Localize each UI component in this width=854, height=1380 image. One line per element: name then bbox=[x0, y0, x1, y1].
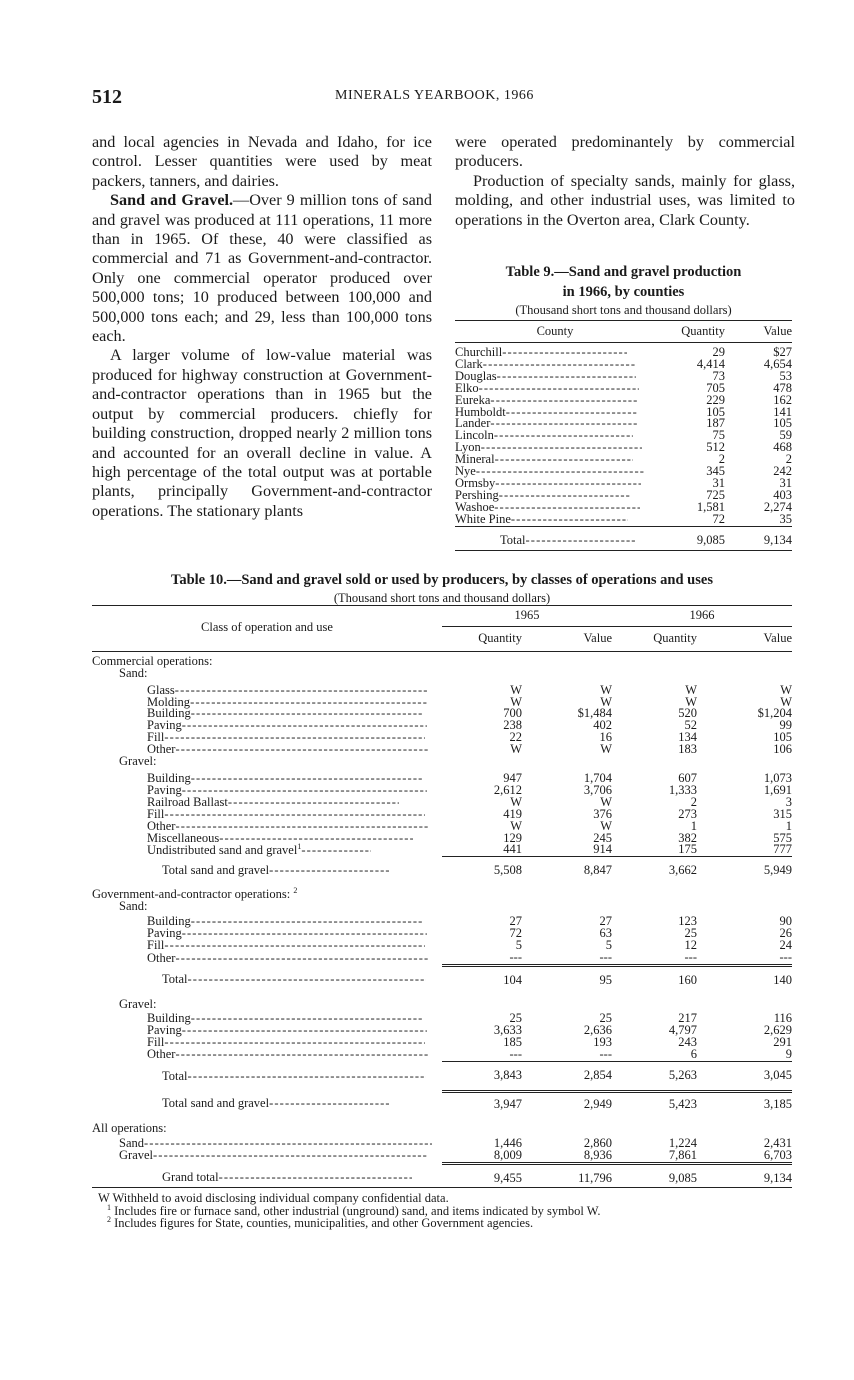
table-row bbox=[92, 1150, 792, 1163]
section-heading-row bbox=[92, 651, 792, 667]
row-label: Paving- - - bbox=[92, 785, 442, 797]
table-row bbox=[455, 359, 792, 371]
quantity-cell: 3,633 bbox=[493, 1023, 522, 1038]
quantity-cell: W bbox=[510, 794, 522, 809]
row-label: Railroad Ballast- - - bbox=[92, 797, 442, 809]
quantity-cell: 105 bbox=[706, 404, 725, 419]
row-label: Paving- - - bbox=[92, 1025, 442, 1037]
value-cell: 11,796 bbox=[522, 1163, 612, 1187]
section-heading-row bbox=[92, 901, 792, 913]
value-cell: W bbox=[600, 794, 612, 809]
quantity-cell: 31 bbox=[712, 475, 725, 490]
table-row bbox=[92, 1037, 792, 1049]
quantity-cell: W bbox=[510, 682, 522, 697]
row-label: Miscellaneous- - - bbox=[92, 833, 442, 845]
value-cell: 402 bbox=[593, 718, 612, 733]
value-cell: 116 bbox=[773, 1011, 792, 1026]
quantity-cell: 238 bbox=[503, 718, 522, 733]
value-cell: 3 bbox=[785, 794, 792, 809]
quantity-cell: 382 bbox=[678, 830, 697, 845]
column-header: Quantity bbox=[655, 321, 725, 343]
paragraph: and local agencies in Nevada and Idaho, for ice control. Lesser quantities were used by meat packers, tanners, and dairies. bbox=[92, 133, 432, 190]
section-heading: Commercial operations: bbox=[92, 653, 213, 668]
row-label: Paving- - - bbox=[92, 720, 442, 732]
quantity-cell: 134 bbox=[678, 730, 697, 745]
paragraph: were operated predominantely by commercial producers. bbox=[455, 133, 795, 171]
table-row bbox=[455, 478, 792, 490]
county-cell: Clark- - - bbox=[455, 359, 655, 371]
section-heading: All operations: bbox=[92, 1120, 167, 1135]
quantity-cell: 243 bbox=[678, 1035, 697, 1050]
table-row bbox=[92, 1049, 792, 1061]
quantity-cell: 3,662 bbox=[612, 857, 697, 885]
quantity-cell: 12 bbox=[684, 937, 697, 952]
table-subtitle: (Thousand short tons and thousand dollars) bbox=[515, 303, 732, 317]
row-label: Grand total- - - bbox=[92, 1163, 442, 1187]
footnote-w: W Withheld to avoid disclosing individual company confidential data. bbox=[98, 1191, 449, 1205]
value-cell: 24 bbox=[779, 937, 792, 952]
section-heading-row bbox=[92, 756, 792, 768]
quantity-cell: 2 bbox=[718, 452, 725, 467]
quantity-cell: 9,455 bbox=[442, 1163, 522, 1187]
section-heading-row bbox=[92, 1121, 792, 1135]
total-quantity: 9,085 bbox=[655, 526, 725, 546]
table-title: Table 9.—Sand and gravel production bbox=[505, 264, 742, 280]
value-cell: 59 bbox=[779, 428, 792, 443]
value-cell: W bbox=[780, 694, 792, 709]
section-heading-row bbox=[92, 995, 792, 1011]
section-heading: Gravel: bbox=[119, 996, 157, 1011]
section-heading: Government-and-contractor operations: $^2$ bbox=[92, 886, 298, 902]
quantity-cell: W bbox=[510, 742, 522, 757]
quantity-cell: 4,797 bbox=[668, 1023, 697, 1038]
paragraph: Production of specialty sands, mainly for glass, molding, and other industrial uses, was limited to operations in the Overton area, Clark County. bbox=[455, 171, 795, 229]
quantity-cell: 75 bbox=[712, 428, 725, 443]
value-cell: 193 bbox=[593, 1035, 612, 1050]
table-10 bbox=[92, 605, 792, 1188]
county-cell: Eureka- - - bbox=[455, 395, 655, 407]
quantity-cell: 25 bbox=[684, 925, 697, 940]
section-heading-row bbox=[92, 668, 792, 680]
county-cell: Pershing- - - bbox=[455, 490, 655, 502]
quantity-cell: 185 bbox=[503, 1035, 522, 1050]
table-row bbox=[92, 844, 792, 856]
county-cell: Churchill- - - bbox=[455, 343, 655, 359]
running-head: MINERALS YEARBOOK, 1966 bbox=[335, 88, 534, 103]
county-cell: Ormsby- - - bbox=[455, 478, 655, 490]
total-row bbox=[92, 1062, 792, 1092]
county-cell: Mineral- - - bbox=[455, 454, 655, 466]
total-row bbox=[92, 857, 792, 885]
row-label: Gravel- - - bbox=[92, 1150, 442, 1163]
quantity-cell: W bbox=[510, 694, 522, 709]
value-cell: $1,204 bbox=[757, 706, 792, 721]
quantity-cell: 1,446 bbox=[493, 1135, 522, 1150]
row-label: Other- - - bbox=[92, 952, 442, 965]
quantity-cell: 520 bbox=[678, 706, 697, 721]
page-number: 512 bbox=[92, 86, 122, 108]
table-row bbox=[455, 371, 792, 383]
value-cell: 2,636 bbox=[583, 1023, 612, 1038]
value-cell: 140 bbox=[697, 965, 792, 994]
row-label: Building- - - bbox=[92, 768, 442, 785]
table-title: Table 10.—Sand and gravel sold or used by producers, by classes of operations and uses bbox=[171, 572, 713, 588]
row-label: Building- - - bbox=[92, 913, 442, 928]
value-cell: 4,654 bbox=[763, 356, 792, 371]
value-cell: 468 bbox=[773, 440, 792, 455]
right-column bbox=[455, 133, 795, 230]
quantity-cell: 5 bbox=[515, 937, 522, 952]
value-cell: 1 bbox=[785, 818, 792, 833]
row-label: Other- - - bbox=[92, 1049, 442, 1061]
row-label: Other- - - bbox=[92, 744, 442, 756]
quantity-cell: 2 bbox=[690, 794, 697, 809]
value-cell: 777 bbox=[773, 842, 792, 857]
county-cell: Washoe- - - bbox=[455, 502, 655, 514]
quantity-cell: 8,009 bbox=[493, 1147, 522, 1162]
value-cell: 16 bbox=[599, 730, 612, 745]
table-row bbox=[455, 383, 792, 395]
value-cell: 575 bbox=[773, 830, 792, 845]
value-cell: 1,073 bbox=[763, 770, 792, 785]
column-header: Value bbox=[522, 626, 612, 651]
value-cell: 3,185 bbox=[697, 1092, 792, 1121]
column-header-year: 1966 bbox=[612, 606, 792, 627]
quantity-cell: 441 bbox=[503, 842, 522, 857]
value-cell: 162 bbox=[773, 392, 792, 407]
value-cell: 2 bbox=[785, 452, 792, 467]
quantity-cell: 2,612 bbox=[493, 782, 522, 797]
quantity-cell: 25 bbox=[509, 1011, 522, 1026]
quantity-cell: 72 bbox=[509, 925, 522, 940]
value-cell: 95 bbox=[522, 965, 612, 994]
row-label: Total sand and gravel- - - bbox=[92, 857, 442, 885]
quantity-cell: 273 bbox=[678, 806, 697, 821]
quantity-cell: W bbox=[510, 818, 522, 833]
row-label: Fill- - - bbox=[92, 809, 442, 821]
footnotes bbox=[98, 1191, 787, 1230]
value-cell: 26 bbox=[779, 925, 792, 940]
column-header: Value bbox=[725, 321, 792, 343]
row-label: Undistributed sand and gravel$^1$- - - bbox=[92, 844, 442, 856]
value-cell: $1,484 bbox=[577, 706, 612, 721]
quantity-cell: 947 bbox=[503, 770, 522, 785]
footnote-1: $^1$ Includes fire or furnace sand, other industrial (unground) sand, and items indicated by symbol W. bbox=[107, 1202, 601, 1218]
quantity-cell: 29 bbox=[712, 345, 725, 359]
table-row bbox=[92, 952, 792, 965]
column-header: Quantity bbox=[612, 626, 697, 651]
total-label: Total- - - bbox=[455, 526, 655, 546]
row-label: Total- - - bbox=[92, 965, 442, 994]
quantity-cell: 123 bbox=[678, 914, 697, 929]
value-cell: 291 bbox=[773, 1035, 792, 1050]
county-cell: Douglas- - - bbox=[455, 371, 655, 383]
paragraph-body: —Over 9 million tons of sand and gravel was produced at 111 operations, 11 more than in 1965. Of these, 40 were classified as commercial and 71 as Government-and-contractor. Only one commercial operator produced over 500,000 tons; 10 produced between 100,000 and 500,000 tons each; and 29, less than 100,000 tons each. bbox=[92, 191, 432, 346]
county-cell: Lincoln- - - bbox=[455, 430, 655, 442]
section-heading: Gravel: bbox=[119, 754, 157, 769]
quantity-cell: 229 bbox=[706, 392, 725, 407]
quantity-cell: 7,861 bbox=[668, 1147, 697, 1162]
row-label: Building- - - bbox=[92, 1010, 442, 1025]
row-label: Total sand and gravel- - - bbox=[92, 1092, 442, 1121]
quantity-cell: 9,085 bbox=[612, 1163, 697, 1187]
county-cell: Humboldt- - - bbox=[455, 407, 655, 419]
value-cell: 403 bbox=[773, 487, 792, 502]
table-row bbox=[455, 430, 792, 442]
quantity-cell: 1,581 bbox=[696, 499, 725, 514]
section-heading: Sand: bbox=[119, 899, 148, 914]
value-cell: 2,949 bbox=[522, 1092, 612, 1121]
row-label: Sand- - - bbox=[92, 1135, 442, 1150]
quantity-cell: 3,947 bbox=[442, 1092, 522, 1121]
footnote-2: $^2$ Includes figures for State, counties, municipalities, and other Government agencies. bbox=[107, 1214, 534, 1230]
value-cell: 27 bbox=[599, 914, 612, 929]
value-cell: --- bbox=[779, 949, 792, 964]
table-row bbox=[455, 442, 792, 454]
value-cell: 245 bbox=[593, 830, 612, 845]
quantity-cell: 512 bbox=[706, 440, 725, 455]
value-cell: 105 bbox=[773, 730, 792, 745]
quantity-cell: 1,224 bbox=[668, 1135, 697, 1150]
row-label: Total- - - bbox=[92, 1062, 442, 1092]
value-cell: 5,949 bbox=[697, 857, 792, 885]
column-header: Value bbox=[697, 626, 792, 651]
quantity-cell: 5,263 bbox=[612, 1062, 697, 1092]
value-cell: 9 bbox=[785, 1047, 792, 1062]
table-subtitle: (Thousand short tons and thousand dollars) bbox=[333, 591, 551, 605]
quantity-cell: 52 bbox=[684, 718, 697, 733]
quantity-cell: 5,423 bbox=[612, 1092, 697, 1121]
value-cell: 315 bbox=[773, 806, 792, 821]
table-title: in 1966, by counties bbox=[562, 284, 685, 300]
table-row bbox=[92, 809, 792, 821]
table-row bbox=[455, 466, 792, 478]
quantity-cell: W bbox=[685, 682, 697, 697]
section-heading: Sand and Gravel. bbox=[110, 191, 234, 210]
paragraph: A larger volume of low-value material was produced for highway construction at Government-and-contractor operations than in 1965 but the output by commercial producers. chiefly for building construction, dropped nearly 2 million tons and accounted for an overall decline in value. A high percentage of the total output was at portable plants, principally Government-and-contractor operations. The stationary plants bbox=[92, 346, 432, 520]
value-cell: 2,629 bbox=[763, 1023, 792, 1038]
row-label: Fill- - - bbox=[92, 940, 442, 952]
row-label: Molding- - - bbox=[92, 697, 442, 709]
quantity-cell: 183 bbox=[678, 742, 697, 757]
value-cell: --- bbox=[599, 949, 612, 964]
quantity-cell: 607 bbox=[678, 770, 697, 785]
table-row bbox=[455, 514, 792, 526]
value-cell: 63 bbox=[599, 925, 612, 940]
quantity-cell: 129 bbox=[503, 830, 522, 845]
value-cell: W bbox=[600, 742, 612, 757]
total-value: 9,134 bbox=[725, 526, 792, 546]
quantity-cell: --- bbox=[509, 949, 522, 964]
value-cell: 99 bbox=[779, 718, 792, 733]
county-cell: Nye- - - bbox=[455, 466, 655, 478]
row-label: Other- - - bbox=[92, 821, 442, 833]
table-row bbox=[455, 407, 792, 419]
quantity-cell: --- bbox=[684, 949, 697, 964]
table-row bbox=[455, 454, 792, 466]
quantity-cell: 725 bbox=[706, 487, 725, 502]
county-cell: Lander- - - bbox=[455, 418, 655, 430]
value-cell: W bbox=[600, 694, 612, 709]
section-heading-row bbox=[92, 885, 792, 901]
grand-total-row bbox=[92, 1163, 792, 1187]
quantity-cell: 73 bbox=[712, 368, 725, 383]
total-row bbox=[92, 1092, 792, 1121]
value-cell: 141 bbox=[773, 404, 792, 419]
quantity-cell: 1,333 bbox=[668, 782, 697, 797]
row-label: Fill- - - bbox=[92, 1037, 442, 1049]
table-row bbox=[455, 343, 792, 359]
quantity-cell: 705 bbox=[706, 380, 725, 395]
column-header: Class of operation and use bbox=[92, 606, 442, 652]
table-row bbox=[92, 744, 792, 756]
value-cell: 1,704 bbox=[583, 770, 612, 785]
quantity-cell: 175 bbox=[678, 842, 697, 857]
value-cell: 2,860 bbox=[583, 1135, 612, 1150]
quantity-cell: 419 bbox=[503, 806, 522, 821]
value-cell: 90 bbox=[779, 914, 792, 929]
table-9 bbox=[455, 262, 792, 551]
value-cell: 25 bbox=[599, 1011, 612, 1026]
value-cell: 2,274 bbox=[763, 499, 792, 514]
value-cell: 242 bbox=[773, 464, 792, 479]
value-cell: 2,854 bbox=[522, 1062, 612, 1092]
value-cell: 105 bbox=[773, 416, 792, 431]
value-cell: 2,431 bbox=[763, 1135, 792, 1150]
quantity-cell: 22 bbox=[509, 730, 522, 745]
value-cell: 914 bbox=[593, 842, 612, 857]
value-cell: 9,134 bbox=[697, 1163, 792, 1187]
table-row bbox=[92, 680, 792, 697]
paragraph bbox=[92, 191, 432, 346]
value-cell: 8,847 bbox=[522, 857, 612, 885]
left-column bbox=[92, 133, 432, 521]
quantity-cell: 1 bbox=[690, 818, 697, 833]
county-cell: White Pine- - - bbox=[455, 514, 655, 526]
quantity-cell: --- bbox=[509, 1047, 522, 1062]
value-cell: 35 bbox=[779, 511, 792, 526]
quantity-cell: 104 bbox=[442, 965, 522, 994]
value-cell: W bbox=[600, 682, 612, 697]
value-cell: $27 bbox=[773, 345, 792, 359]
quantity-cell: 6 bbox=[690, 1047, 697, 1062]
quantity-cell: 4,414 bbox=[696, 356, 725, 371]
column-header-year: 1965 bbox=[442, 606, 612, 627]
table-row bbox=[455, 418, 792, 430]
row-label: Paving- - - bbox=[92, 928, 442, 940]
quantity-cell: 345 bbox=[706, 464, 725, 479]
value-cell: 5 bbox=[605, 937, 612, 952]
table-rule bbox=[455, 550, 792, 551]
value-cell: W bbox=[600, 818, 612, 833]
value-cell: 1,691 bbox=[763, 782, 792, 797]
value-cell: 6,703 bbox=[763, 1147, 792, 1162]
value-cell: 376 bbox=[593, 806, 612, 821]
county-cell: Elko- - - bbox=[455, 383, 655, 395]
quantity-cell: 72 bbox=[712, 511, 725, 526]
quantity-cell: 160 bbox=[612, 965, 697, 994]
row-label: Building- - - bbox=[92, 708, 442, 720]
section-heading: Sand: bbox=[119, 665, 148, 680]
column-header: Quantity bbox=[442, 626, 522, 651]
row-label: Glass- - - bbox=[92, 680, 442, 697]
value-cell: 106 bbox=[773, 742, 792, 757]
value-cell: 53 bbox=[779, 368, 792, 383]
column-header: County bbox=[455, 321, 655, 343]
value-cell: 31 bbox=[779, 475, 792, 490]
county-cell: Lyon- - - bbox=[455, 442, 655, 454]
table-row bbox=[455, 490, 792, 502]
value-cell: 3,706 bbox=[583, 782, 612, 797]
quantity-cell: W bbox=[685, 694, 697, 709]
quantity-cell: 27 bbox=[509, 914, 522, 929]
value-cell: 8,936 bbox=[583, 1147, 612, 1162]
total-row bbox=[92, 965, 792, 994]
value-cell: W bbox=[780, 682, 792, 697]
value-cell: 3,045 bbox=[697, 1062, 792, 1092]
quantity-cell: 217 bbox=[678, 1011, 697, 1026]
quantity-cell: 5,508 bbox=[442, 857, 522, 885]
value-cell: --- bbox=[599, 1047, 612, 1062]
value-cell: 478 bbox=[773, 380, 792, 395]
row-label: Fill- - - bbox=[92, 732, 442, 744]
quantity-cell: 3,843 bbox=[442, 1062, 522, 1092]
quantity-cell: 700 bbox=[503, 706, 522, 721]
total-row bbox=[455, 526, 792, 546]
quantity-cell: 187 bbox=[706, 416, 725, 431]
